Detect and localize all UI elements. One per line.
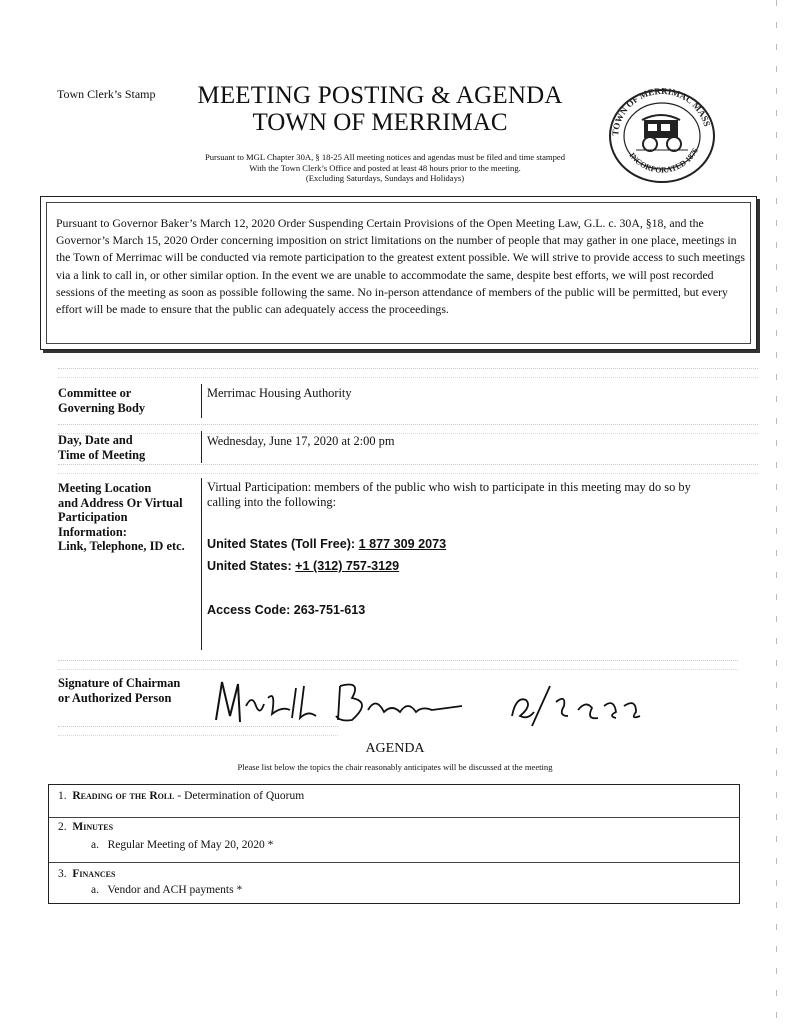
agenda-item [49,785,739,818]
tollfree-phone-link[interactable]: 1 877 309 2073 [358,537,447,551]
agenda-item-number: 3. [58,868,67,880]
location-value-line: Virtual Participation: members of the public who wish to participate in this meeting may do so by [207,480,691,494]
agenda-item-title: Reading of the Roll [72,790,175,802]
covid-notice-box [40,196,757,350]
date-label-line: Time of Meeting [58,447,146,462]
location-label-line: and Address Or Virtual [58,495,183,510]
date-value: Wednesday, June 17, 2020 at 2:00 pm [207,434,395,448]
handwritten-signature [212,676,712,734]
svg-text:TOWN OF MERRIMAC MASS: TOWN OF MERRIMAC MASS [609,85,713,137]
pursuant-line-3: (Excluding Saturdays, Sundays and Holidays) [305,173,465,183]
date-label-line: Day, Date and [58,433,133,447]
scan-noise [58,368,758,378]
field-divider [201,478,202,650]
committee-label [58,386,200,415]
agenda-subitem [91,884,242,896]
agenda-subtitle: Please list below the topics the chair reasonably anticipates will be discussed at the meeting [237,762,553,772]
agenda-item [49,818,739,863]
notice-text: Pursuant to Governor Baker’s March 12, 2020 Order Suspending Certain Provisions of the Open Meeting Law, G.L. c. 30A, §18, and the Governor’s March 15, 2020 Order concerning imposition on strict limitations on the number of people that may gather in one place, meetings in the Town of Merrimac will be conducted via remote participation to the greatest extent possible. We will strive to provide access to such meetings via a link to call in, or other similar option. In the event we are unable to accommodate the same, despite best efforts, we will post recorded sessions of the meeting as soon as possible following the same. No in-person attendance of members of the public will be permitted, but every effort will be made to ensure that the public can adequately access the proceedings. [56,216,746,317]
agenda-item-title: Finances [72,868,116,880]
location-label-line: Meeting Location [58,481,152,495]
pursuant-line-2: With the Town Clerk’s Office and posted at least 48 hours prior to the meeting. [249,162,521,173]
scan-noise [58,660,738,670]
town-clerk-stamp-label: Town Clerk’s Stamp [57,87,156,101]
page-title: MEETING POSTING & AGENDA [197,82,563,109]
location-label-line: Participation [58,510,128,524]
svg-text:INCORPORATED 1876: INCORPORATED 1876 [627,146,700,175]
access-code: Access Code: 263-751-613 [207,603,366,617]
page-subtitle: TOWN OF MERRIMAC [252,109,508,136]
signature-label-line: or Authorized Person [58,690,172,705]
field-divider [201,384,202,418]
location-label [58,481,200,554]
scan-edge-marks [776,0,777,1024]
date-label [58,433,200,462]
scan-noise [58,464,758,474]
agenda-subitem-text: Vendor and ACH payments * [107,884,243,896]
agenda-item-heading [58,790,304,802]
agenda-subitem-letter: a. [91,839,99,851]
agenda-subitem [91,839,273,851]
signature-label-line: Signature of Chairman [58,676,181,690]
agenda-list [48,784,740,904]
location-value [207,480,691,509]
agenda-item-number: 1. [58,790,67,802]
town-seal-logo [604,84,720,184]
agenda-subitem-text: Regular Meeting of May 20, 2020 * [107,839,274,851]
committee-value: Merrimac Housing Authority [207,386,352,400]
agenda-item-title: Minutes [72,821,114,833]
us-phone-link[interactable]: +1 (312) 757-3129 [295,559,400,573]
agenda-item [49,863,739,903]
agenda-item-heading [58,821,113,833]
agenda-item-heading [58,868,115,880]
agenda-item-suffix: - Determination of Quorum [174,790,305,802]
field-divider [201,431,202,463]
agenda-item-number: 2. [58,821,67,833]
location-value-line: calling into the following: [207,494,337,509]
location-label-line: Information: [58,524,127,539]
location-label-line: Link, Telephone, ID etc. [58,539,185,553]
us-phone-label: United States: [207,559,292,573]
pursuant-note [140,152,630,184]
us-phone-line [207,559,399,574]
pursuant-line-1: Pursuant to MGL Chapter 30A, § 18-25 All meeting notices and agendas must be filed and time stamped [204,152,566,162]
committee-label-line: Governing Body [58,400,146,415]
agenda-title: AGENDA [365,741,425,756]
agenda-subitem-letter: a. [91,884,99,896]
tollfree-label: United States (Toll Free): [207,537,356,551]
tollfree-line [207,537,446,552]
signature-label [58,676,200,705]
committee-label-line: Committee or [58,386,132,400]
